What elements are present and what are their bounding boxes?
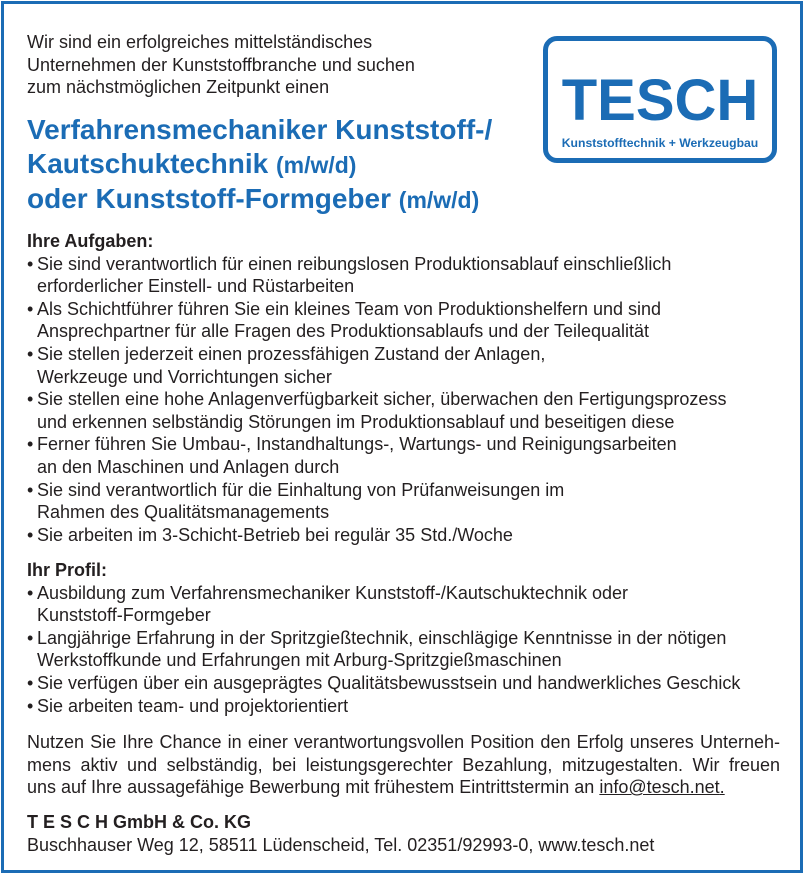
closing-line: Nutzen Sie Ihre Chance in einer verantwortungsvollen Position den Erfolg unseres Unterneh-	[27, 732, 780, 752]
intro-line: Unternehmen der Kunststoffbranche und suchen	[27, 54, 415, 75]
task-item	[27, 524, 726, 547]
bullet-marker: •	[27, 479, 34, 500]
closing-line	[27, 776, 780, 799]
tasks-section	[27, 230, 726, 546]
task-item-line: Ferner führen Sie Umbau-, Instandhaltungs-, Wartungs- und Reinigungsarbeiten	[37, 434, 677, 455]
job-title	[27, 113, 492, 217]
bullet-marker: •	[27, 582, 34, 603]
company-address: Buschhauser Weg 12, 58511 Lüdenscheid, Tel. 02351/92993-0, www.tesch.net	[27, 834, 655, 855]
company-footer	[27, 811, 654, 856]
job-title-line	[27, 182, 492, 217]
task-item-line: erforderlicher Einstell- und Rüstarbeiten	[37, 276, 355, 297]
task-item	[27, 479, 726, 524]
logo-tagline: Kunststofftechnik + Werkzeugbau	[561, 136, 759, 150]
bullet-marker: •	[27, 695, 34, 716]
company-name: T E S C H GmbH & Co. KG	[27, 812, 252, 832]
profile-item	[27, 627, 740, 672]
intro-line: zum nächstmöglichen Zeitpunkt einen	[27, 77, 330, 98]
task-item	[27, 388, 726, 433]
tasks-heading: Ihre Aufgaben:	[27, 231, 154, 251]
task-item-line: Werkzeuge und Vorrichtungen sicher	[37, 366, 332, 387]
bullet-marker: •	[27, 627, 34, 648]
profile-item	[27, 695, 740, 718]
profile-item-line: Kunststoff-Formgeber	[37, 605, 211, 626]
gender-suffix: (m/w/d)	[398, 187, 480, 213]
task-item-line: Sie stellen jederzeit einen prozessfähigen Zustand der Anlagen,	[37, 343, 546, 364]
task-item	[27, 343, 726, 388]
company-logo	[543, 36, 777, 163]
task-item	[27, 298, 726, 343]
profile-heading: Ihr Profil:	[27, 560, 107, 580]
closing-paragraph	[27, 731, 780, 799]
closing-period: .	[719, 777, 725, 798]
task-item	[27, 253, 726, 298]
email-link[interactable]: info@tesch.net	[599, 777, 720, 798]
email-underline	[599, 777, 724, 797]
job-title-line	[27, 147, 492, 182]
bullet-marker: •	[27, 253, 34, 274]
closing-line-text: uns auf Ihre aussagefähige Bewerbung mit frühestem Eintrittstermin an	[27, 777, 595, 798]
intro-text	[27, 31, 415, 99]
closing-line: mens aktiv und selbständig, bei leistungsgerechter Bezahlung, mitzugestalten. Wir freuen	[27, 754, 780, 775]
bullet-marker: •	[27, 524, 34, 545]
profile-item	[27, 672, 740, 695]
bullet-marker: •	[27, 298, 34, 319]
profile-section	[27, 559, 740, 717]
intro-line: Wir sind ein erfolgreiches mittelständisches	[27, 32, 373, 52]
task-item-line: an den Maschinen und Anlagen durch	[37, 456, 340, 477]
profile-item-line: Langjährige Erfahrung in der Spritzgießtechnik, einschlägige Kenntnisse in der nötigen	[37, 627, 727, 648]
job-title-text: oder Kunststoff-Formgeber	[27, 183, 391, 214]
profile-item	[27, 582, 740, 627]
task-item-line: Rahmen des Qualitätsmanagements	[37, 502, 330, 523]
task-item	[27, 433, 726, 478]
bullet-marker: •	[27, 343, 34, 364]
job-title-text: Kautschuktechnik	[27, 148, 269, 179]
bullet-marker: •	[27, 434, 34, 455]
task-item-line: Als Schichtführer führen Sie ein kleines Team von Produktionshelfern und sind	[37, 298, 662, 319]
gender-suffix: (m/w/d)	[275, 152, 357, 178]
job-title-line: Verfahrensmechaniker Kunststoff-/	[27, 114, 493, 145]
profile-item-line: Sie arbeiten team- und projektorientiert	[37, 695, 349, 716]
task-item-line: Sie stellen eine hohe Anlagenverfügbarkeit sicher, überwachen den Fertigungsprozess	[37, 389, 727, 410]
bullet-marker: •	[27, 389, 34, 410]
profile-item-line: Ausbildung zum Verfahrensmechaniker Kunststoff-/Kautschuktechnik oder	[37, 582, 628, 603]
task-item-line: und erkennen selbständig Störungen im Produktionsablauf und beseitigen diese	[37, 411, 675, 432]
profile-item-line: Werkstoffkunde und Erfahrungen mit Arburg-Spritzgießmaschinen	[37, 650, 562, 671]
profile-item-line: Sie verfügen über ein ausgeprägtes Qualitätsbewusstsein und handwerkliches Geschick	[37, 672, 741, 693]
task-item-line: Sie sind verantwortlich für die Einhaltung von Prüfanweisungen im	[37, 479, 565, 500]
task-item-line: Sie arbeiten im 3-Schicht-Betrieb bei regulär 35 Std./Woche	[37, 524, 513, 545]
logo-wordmark: TESCH	[561, 68, 759, 133]
task-item-line: Sie sind verantwortlich für einen reibungslosen Produktionsablauf einschließlich	[37, 253, 672, 274]
bullet-marker: •	[27, 672, 34, 693]
task-item-line: Ansprechpartner für alle Fragen des Produktionsablaufs und der Teilequalität	[37, 321, 650, 342]
